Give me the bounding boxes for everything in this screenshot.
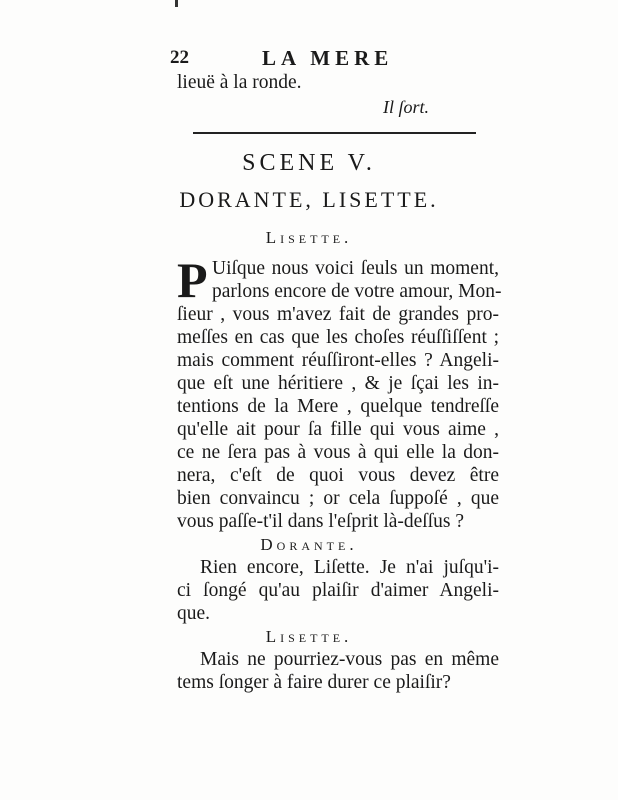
text-line: qu'elle ait pour ſa fille qui vous aime , — [177, 419, 499, 440]
drop-cap: P — [177, 258, 208, 302]
text-line: vous paſſe-t'il dans l'eſprit là-deſſus ? — [177, 511, 464, 532]
text-line: Mais ne pourriez-vous pas en même — [200, 649, 499, 670]
text-line: Rien encore, Liſette. Je n'ai juſqu'i- — [200, 557, 499, 578]
scene-characters: DORANTE, LISETTE. — [179, 187, 439, 212]
text-line: ſieur , vous m'avez fait de grandes pro- — [177, 304, 499, 325]
text-line: nera, c'eſt de quoi vous devez être — [177, 465, 499, 486]
text-line: Uiſque nous voici ſeuls un moment, — [212, 258, 499, 279]
text-line: parlons encore de votre amour, Mon- — [212, 281, 502, 302]
text-line: lieuë à la ronde. — [177, 72, 302, 93]
text-line: tems ſonger à faire durer ce plaiſir? — [177, 672, 451, 693]
page-number: 22 — [170, 47, 189, 68]
speaker-name: Lisette. — [265, 627, 353, 646]
text-line: bien convaincu ; or cela ſuppoſé , que — [177, 488, 499, 509]
text-line: meſſes en cas que les choſes réuſſiſſent ; — [177, 327, 499, 348]
text-line: tentions de la Mere , quelque tendreſſe — [177, 396, 499, 417]
text-line: ce ne ſera pas à vous à qui elle la don- — [177, 442, 499, 463]
speaker-name: Dorante. — [260, 535, 358, 554]
divider-rule — [193, 132, 476, 134]
stage-direction: Il ſort. — [383, 97, 430, 117]
text-line: ci ſongé qu'au plaiſir d'aimer Angeli- — [177, 580, 499, 601]
scene-title: SCENE V. — [242, 150, 376, 176]
speaker-name: Lisette. — [265, 228, 353, 247]
text-line: que eſt une héritiere , & je ſçai les in- — [177, 373, 499, 394]
scan-mark — [175, 0, 178, 7]
text-line: mais comment réuſſiront-elles ? Angeli- — [177, 350, 499, 371]
running-title: LA MERE — [262, 46, 394, 70]
text-line: que. — [177, 603, 211, 624]
